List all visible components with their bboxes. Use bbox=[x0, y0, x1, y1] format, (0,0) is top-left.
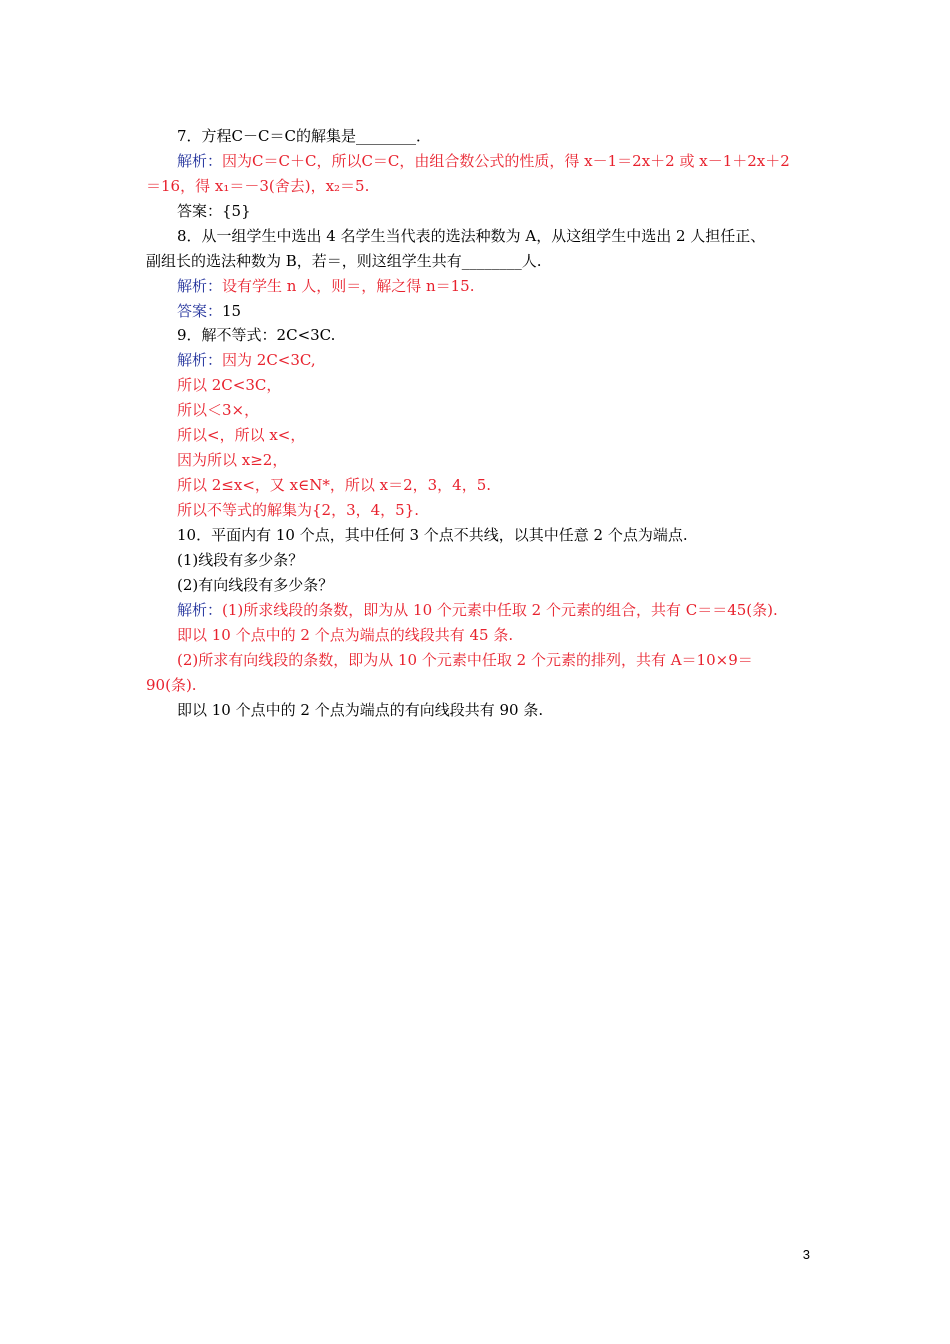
page-number: 3 bbox=[802, 1247, 810, 1262]
q7-answer: 答案：{5} bbox=[177, 202, 251, 220]
q10-part1: (1)线段有多少条？ bbox=[177, 551, 304, 569]
q9-step: 因为所以 x≥2， bbox=[177, 451, 288, 469]
q9-solution-set: 所以不等式的解集为{2，3，4，5}. bbox=[177, 501, 420, 519]
q10-analysis-line3: (2)所求有向线段的条数，即为从 10 个元素中任取 2 个元素的排列，共有 A＝10×9＝ bbox=[177, 651, 753, 669]
q10-stem: 10．平面内有 10 个点，其中任何 3 个点不共线，以其中任意 2 个点为端点. bbox=[177, 526, 688, 544]
q8-analysis bbox=[177, 274, 849, 299]
q8-answer-label: 答案： bbox=[177, 302, 223, 320]
q7-analysis-line1 bbox=[177, 149, 849, 174]
q10-analysis-line4: 90(条). bbox=[146, 676, 197, 694]
q10-part2: (2)有向线段有多少条？ bbox=[177, 576, 334, 594]
q7-analysis-text: 因为C＝C＋C，所以C＝C，由组合数公式的性质，得 x－1＝2x＋2 或 x－1＋2x＋2 bbox=[222, 152, 790, 170]
q7-analysis-label: 解析： bbox=[177, 152, 223, 170]
q8-answer bbox=[177, 299, 849, 324]
q8-analysis-text: 设有学生 n 人，则＝，解之得 n＝15. bbox=[222, 277, 475, 295]
q9-step: 所以<，所以 x<， bbox=[177, 426, 306, 444]
q9-stem: 9．解不等式：2C<3C. bbox=[177, 326, 336, 344]
q9-step: 所以 2C<3C， bbox=[177, 376, 282, 394]
q9-analysis-label: 解析： bbox=[177, 351, 223, 369]
q8-stem-line1: 8．从一组学生中选出 4 名学生当代表的选法种数为 A，从这组学生中选出 2 人担任正、 bbox=[177, 227, 766, 245]
q10-analysis-label: 解析： bbox=[177, 601, 223, 619]
q7-analysis-line2: ＝16，得 x₁＝－3(舍去)，x₂＝5. bbox=[146, 177, 370, 195]
q10-conclusion: 即以 10 个点中的 2 个点为端点的有向线段共有 90 条. bbox=[177, 701, 544, 719]
q8-answer-value: 15 bbox=[222, 302, 242, 320]
q9-step: 所以 2≤x<，又 x∈N*，所以 x＝2，3，4，5. bbox=[177, 476, 492, 494]
q9-analysis-line1 bbox=[177, 348, 849, 373]
q10-analysis-line1 bbox=[177, 598, 849, 623]
q10-analysis-line2: 即以 10 个点中的 2 个点为端点的线段共有 45 条. bbox=[177, 626, 514, 644]
q8-analysis-label: 解析： bbox=[177, 277, 223, 295]
q8-stem-line2: 副组长的选法种数为 B，若＝，则这组学生共有________人. bbox=[146, 252, 542, 270]
q9-analysis-text: 因为 2C<3C, bbox=[222, 351, 316, 369]
q9-step: 所以＜3×， bbox=[177, 401, 260, 419]
q7-stem: 7．方程C－C＝C的解集是________． bbox=[177, 127, 431, 145]
q10-analysis-text: (1)所求线段的条数，即为从 10 个元素中任取 2 个元素的组合，共有 C＝＝45(条). bbox=[222, 601, 778, 619]
